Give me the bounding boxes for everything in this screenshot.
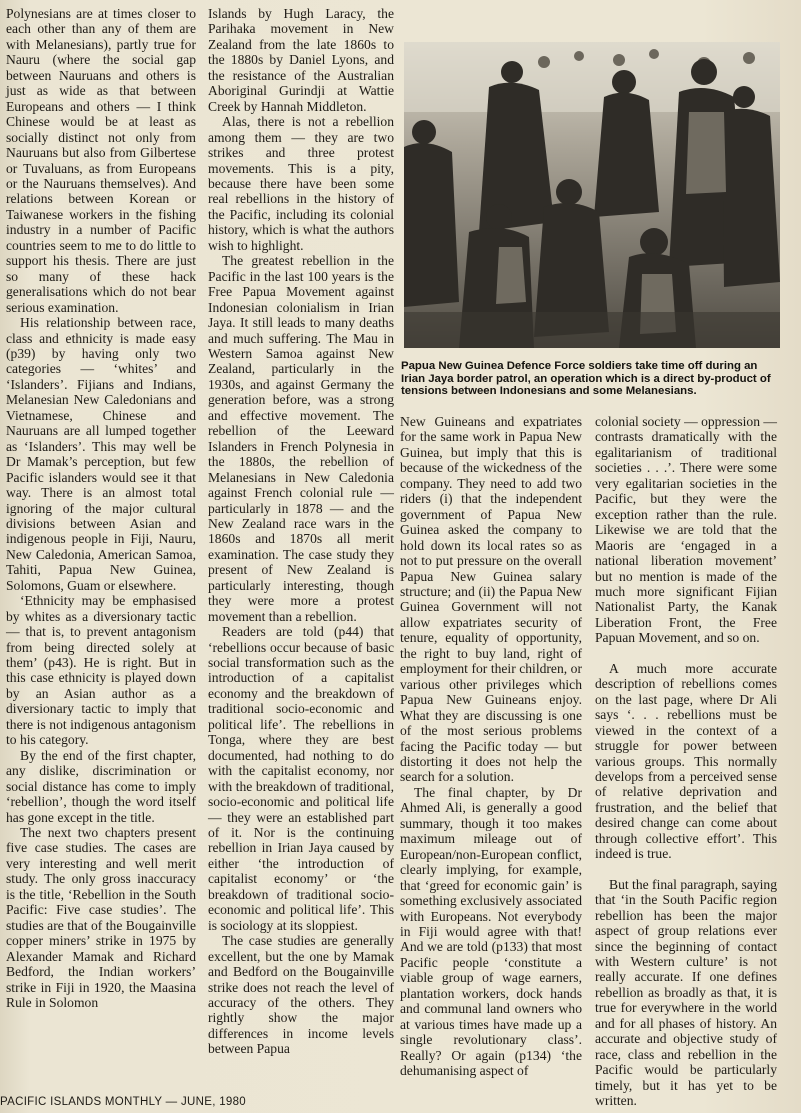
paragraph: The final chapter, by Dr Ahmed Ali, is generally a good summary, though it too makes maximum mileage out of European/non-European conflict, clearly implying, for example, that ‘greed for economic gain’ is something exclusively associated with Europeans. Not everybody in Fiji would agree with that! And we are told (p133) that most Pacific people ‘constitute a viable group of wage earners, plantation workers, dock hands and communal land owners who at various times have made up a single revolutionary class’. Really? Or again (p134) ‘the dehumanising aspect of [400,784,582,1079]
paragraph: Alas, there is not a rebellion among them — they are two strikes and three protest movements. This is a pity, because there have been some real rebellions in the history of the Pacific, including its colonial history, which is what the authors wish to highlight. [208,114,394,253]
paragraph: But the final paragraph, saying that ‘in the South Pacific region rebellion has been the major aspect of group relations ever since the beginning of contact with Western culture’ is not really accurate. If one defines rebellion as broadly as that, it is true for everywhere in the world and for all phases of history. An accurate and objective study of race, class and rebellion in the Pacific would be particularly timely, but it has yet to be written. [595,876,777,1109]
article-column-4 [595,414,777,1108]
article-column-3 [400,414,582,1078]
paragraph: His relationship between race, class and ethnicity is made easy (p39) by having only two categories — ‘whites’ and ‘Islanders’. Fijians and Indians, Melanesian New Caledonians and Vietnamese, Chinese and Nauruans are all lumped together as ‘Islanders’. This may well be Dr Mamak’s perception, but few Pacific islanders would see it that way. There is an almost total ignoring of the major cultural divisions between Asian and indigenous people in Fiji, Nauru, New Caledonia, American Samoa, Tahiti, Papua New Guinea, Solomons, Guam or elsewhere. [6,315,196,593]
paragraph: The next two chapters present five case studies. The cases are very interesting and well merit study. The only gross inaccuracy is the title, ‘Rebellion in the South Pacific: Five case studies’. The studies are that of the Bougainville copper miners’ strike in 1975 by Alexander Mamak and Richard Bedford, the Indian workers’ strike in Fiji in 1920, the Maasina Rule in Solomon [6,825,196,1010]
paragraph: The greatest rebellion in the Pacific in the last 100 years is the Free Papua Movement against Indonesian colonialism in Irian Jaya. It still leads to many deaths and much suffering. The Mau in Western Samoa against New Zealand, particularly in the 1930s, and against Germany the generation before, was a strong and effective movement. The rebellion of the Leeward Islanders in French Polynesia in the 1880s, the rebellion of Melanesians in New Caledonia against French colonial rule — particularly in 1878 — and the New Zealand race wars in the 1860s and 1870s all merit examination. The case study they present of New Zealand is particularly interesting, though they were more a protest movement than a rebellion. [208,253,394,624]
paragraph: Islands by Hugh Laracy, the Parihaka movement in New Zealand from the late 1860s to the 1880s by Daniel Lyons, and the resistance of the Australian Aboriginal Gurindji at Wattie Creek by Hannah Middleton. [208,6,394,114]
paragraph: A much more accurate description of rebellions comes on the last page, where Dr Ali says ‘. . . rebellions must be viewed in the context of a struggle for power between various groups. This normally develops from a perceived sense of relative deprivation and frustration, and the belief that desired change can come about through collective effort’. This indeed is true. [595,660,777,862]
photo-caption: Papua New Guinea Defence Force soldiers take time off during an Irian Jaya border patrol, an operation which is a direct by-product of tensions between Indonesians and some Melanesians. [401,360,771,397]
paragraph: colonial society — oppression — contrasts dramatically with the egalitarianism of traditional societies . . .’. There were some very egalitarian societies in the Pacific, but they were the exception rather than the rule. Likewise we are told that the Maoris are ‘engaged in a national liberation movement’ but no mention is made of the much more significant Fijian Nationalist Party, the Kanak Liberation Front, the Free Papuan Movement, and so on. [595,414,777,646]
soldiers-photo [404,42,780,348]
paragraph: Polynesians are at times closer to each other than any of them are with Melanesians), partly true for Nauru (where the social gap between Nauruans and others is just as wide as that between Europeans and others — I think Chinese would be at least as socially distinct not only from Nauruans but also from Gilbertese or Tuvaluans, as from Europeans or the Nauruans themselves). And relations between Korean or Taiwanese workers in the fishing industry in a number of Pacific countries seem to me to do little to support his thesis. There are just so many of these hack generalisations which do not bear serious examination. [6,6,196,315]
paragraph: ‘Ethnicity may be emphasised by whites as a diversionary tactic — that is, to prevent antagonism from being directed solely at them’ (p43). He is right. But in this case ethnicity is played down by an Asian author as a diversionary tactic to imply that there is not indigenous antagonism to his category. [6,593,196,748]
paragraph: Readers are told (p44) that ‘rebellions occur because of basic social transformation such as the introduction of a capitalist economy and the breakdown of traditional socio-economic and political life’. The rebellions in Tonga, where they are best documented, had nothing to do with the capitalist economy, nor with the breakdown of traditional, socio-economic and political life — they were an established part of it. Nor is the continuing rebellion in Irian Jaya caused by either ‘the introduction of capitalist economy’ or ‘the breakdown of traditional socio-economic and political life’. This is sociology at its sloppiest. [208,624,394,933]
paragraph: By the end of the first chapter, any dislike, discrimination or social distance has come to imply ‘rebellion’, though the word itself has gone except in the title. [6,747,196,825]
page-footer: PACIFIC ISLANDS MONTHLY — JUNE, 1980 [0,1096,246,1108]
article-column-1 [6,6,196,1010]
article-column-2 [208,6,394,1057]
paragraph: The case studies are generally excellent, but the one by Mamak and Bedford on the Bougainville strike does not reach the level of accuracy of the others. They rightly show the major differences in income levels between Papua [208,933,394,1057]
paragraph: New Guineans and expatriates for the same work in Papua New Guinea, but imply that this is because of the wickedness of the company. They need to add two riders (i) that the independent government of Papua New Guinea asked the company to hold down its local rates so as not to put pressure on the overall Papua New Guinea salary structure; and (ii) the Papua New Guinea Government will not allow expatriates security of tenure, equality of opportunity, the right to buy land, right of employment for their children, or various other privileges which Papua New Guineans enjoy. What they are discussing is one of the most serious problems facing the Pacific today — but distorting it does not help the search for a solution. [400,414,582,785]
